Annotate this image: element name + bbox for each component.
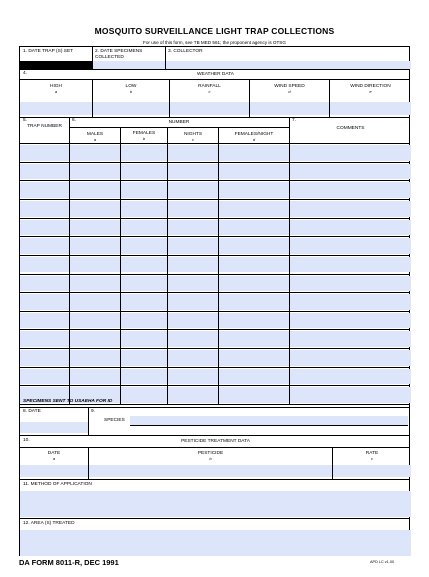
females-cell[interactable] xyxy=(121,201,167,217)
areas-treated-field[interactable] xyxy=(20,530,411,556)
species-label: SPECIES xyxy=(104,418,125,423)
females-night-cell[interactable] xyxy=(219,369,289,385)
weather-col-rainfall: RAINFALL c xyxy=(198,84,221,94)
collector-label: 3. COLLECTOR xyxy=(168,49,203,54)
females-cell[interactable] xyxy=(121,238,167,254)
row-divider xyxy=(20,348,409,349)
pesticide-name-field[interactable] xyxy=(89,465,332,477)
weather-wind-direction-field[interactable] xyxy=(330,102,411,115)
females-cell[interactable] xyxy=(121,294,167,310)
date-specimens-collected-label: 2. DATE SPECIMENS COLLECTED xyxy=(95,49,143,60)
females-night-cell[interactable] xyxy=(219,164,289,180)
row-divider xyxy=(20,311,409,312)
comments-cell[interactable] xyxy=(290,313,411,329)
females-night-cell[interactable] xyxy=(219,220,289,236)
row-divider xyxy=(20,292,409,293)
form-title: MOSQUITO SURVEILLANCE LIGHT TRAP COLLECTIONS xyxy=(94,26,335,36)
trap-block-number: 5. xyxy=(23,118,28,123)
comments-cell[interactable] xyxy=(290,201,411,217)
nights-cell[interactable] xyxy=(168,238,218,254)
pesticide-treatment-header: PESTICIDE TREATMENT DATA xyxy=(181,439,250,444)
date-sent-field[interactable] xyxy=(20,422,88,433)
males-cell[interactable] xyxy=(70,220,120,236)
trap-number-cell[interactable] xyxy=(20,145,69,161)
method-of-application-field[interactable] xyxy=(20,491,411,517)
males-cell[interactable] xyxy=(70,145,120,161)
trap-number-cell[interactable] xyxy=(20,220,69,236)
pesticide-date-field[interactable] xyxy=(20,465,88,477)
comments-cell[interactable] xyxy=(290,294,411,310)
form-number: DA FORM 8011-R, DEC 1991 xyxy=(19,558,119,567)
row-divider xyxy=(20,162,409,163)
females-night-cell[interactable] xyxy=(219,201,289,217)
females-cell[interactable] xyxy=(121,182,167,198)
females-night-cell[interactable] xyxy=(219,350,289,366)
row-divider xyxy=(20,274,409,275)
males-cell[interactable] xyxy=(70,164,120,180)
row-divider xyxy=(20,180,409,181)
date-traps-set-label: 1. DATE TRAP (S) SET xyxy=(23,49,74,54)
row-divider xyxy=(20,236,409,237)
males-cell[interactable] xyxy=(70,201,120,217)
trap-number-cell[interactable] xyxy=(20,331,69,347)
trap-number-cell[interactable] xyxy=(20,182,69,198)
females-cell[interactable] xyxy=(121,369,167,385)
pesticide-col-date: DATE a xyxy=(47,451,61,461)
nights-cell[interactable] xyxy=(168,294,218,310)
comments-cell[interactable] xyxy=(290,220,411,236)
trap-number-cell[interactable] xyxy=(20,294,69,310)
date-specimens-collected-field[interactable] xyxy=(93,61,165,69)
number-col-females: FEMALES b xyxy=(132,131,156,141)
weather-rainfall-field[interactable] xyxy=(170,102,249,115)
nights-cell[interactable] xyxy=(168,369,218,385)
method-of-application-label: 11. METHOD OF APPLICATION xyxy=(23,482,92,487)
weather-col-wind-direction: WIND DIRECTION e xyxy=(350,84,391,94)
females-cell[interactable] xyxy=(121,164,167,180)
nights-cell[interactable] xyxy=(168,145,218,161)
comments-cell[interactable] xyxy=(290,350,411,366)
specimens-sent-label: SPECIMENS SENT TO USAEHA FOR ID xyxy=(23,399,113,404)
row-divider xyxy=(20,329,409,330)
comments-cell[interactable] xyxy=(290,145,411,161)
females-night-cell[interactable] xyxy=(219,257,289,273)
row-divider xyxy=(20,199,409,200)
species-block-number: 9. xyxy=(91,409,96,414)
males-cell[interactable] xyxy=(70,331,120,347)
comments-cell[interactable] xyxy=(290,387,411,403)
females-cell[interactable] xyxy=(121,313,167,329)
comments-header: COMMENTS xyxy=(336,126,365,131)
row-divider xyxy=(20,367,409,368)
comments-cell[interactable] xyxy=(290,238,411,254)
males-cell[interactable] xyxy=(70,238,120,254)
collector-field[interactable] xyxy=(166,61,411,69)
nights-cell[interactable] xyxy=(168,313,218,329)
trap-number-cell[interactable] xyxy=(20,257,69,273)
females-night-cell[interactable] xyxy=(219,238,289,254)
date-traps-set-field[interactable] xyxy=(20,61,92,69)
females-night-cell[interactable] xyxy=(219,294,289,310)
males-cell[interactable] xyxy=(70,294,120,310)
males-cell[interactable] xyxy=(70,369,120,385)
areas-treated-label: 12. AREA (S) TREATED xyxy=(23,521,75,526)
males-cell[interactable] xyxy=(70,313,120,329)
nights-cell[interactable] xyxy=(168,350,218,366)
comments-cell[interactable] xyxy=(290,331,411,347)
males-cell[interactable] xyxy=(70,350,120,366)
nights-cell[interactable] xyxy=(168,201,218,217)
weather-col-low: LOW b xyxy=(125,84,137,94)
females-night-cell[interactable] xyxy=(219,182,289,198)
nights-cell[interactable] xyxy=(168,164,218,180)
weather-block-number: 4. xyxy=(23,71,28,76)
males-cell[interactable] xyxy=(70,257,120,273)
form-version: APD LC v1.00 xyxy=(370,560,395,564)
row-divider xyxy=(20,255,409,256)
females-night-cell[interactable] xyxy=(219,145,289,161)
pesticide-rate-field[interactable] xyxy=(333,465,411,477)
number-block-number: 6. xyxy=(72,118,77,123)
number-col-females-night: FEMALES/NIGHT d xyxy=(234,132,274,142)
comments-cell[interactable] xyxy=(290,276,411,292)
females-cell[interactable] xyxy=(121,145,167,161)
weather-high-field[interactable] xyxy=(20,102,92,115)
trap-number-cell[interactable] xyxy=(20,369,69,385)
row-divider xyxy=(20,218,409,219)
pesticide-col-pesticide: PESTICIDE b xyxy=(197,451,224,461)
trap-number-cell[interactable] xyxy=(20,313,69,329)
females-cell[interactable] xyxy=(121,257,167,273)
trap-number-cell[interactable] xyxy=(20,276,69,292)
nights-cell[interactable] xyxy=(168,257,218,273)
males-cell[interactable] xyxy=(70,276,120,292)
comments-cell[interactable] xyxy=(290,182,411,198)
trap-number-cell[interactable] xyxy=(20,164,69,180)
form-subtitle: For use of this form, see TB MED 561; the proponent agency is OTSG xyxy=(143,40,286,45)
nights-cell[interactable] xyxy=(168,276,218,292)
weather-col-high: HIGH a xyxy=(50,84,62,94)
nights-cell[interactable] xyxy=(168,331,218,347)
comments-cell[interactable] xyxy=(290,164,411,180)
females-night-cell[interactable] xyxy=(219,313,289,329)
row-divider xyxy=(20,385,409,386)
date-sent-label: 8. DATE xyxy=(23,409,41,414)
number-col-nights: NIGHTS c xyxy=(183,132,203,142)
nights-cell[interactable] xyxy=(168,220,218,236)
nights-cell[interactable] xyxy=(168,387,218,403)
pesticide-block-number: 10. xyxy=(23,438,30,443)
comments-cell[interactable] xyxy=(290,257,411,273)
number-header: NUMBER xyxy=(168,120,190,125)
trap-number-cell[interactable] xyxy=(20,350,69,366)
females-night-cell[interactable] xyxy=(219,276,289,292)
form-body xyxy=(19,46,410,556)
number-col-males: MALES a xyxy=(86,132,104,142)
females-cell[interactable] xyxy=(121,220,167,236)
weather-col-wind-speed: WIND SPEED d xyxy=(274,84,305,94)
females-night-cell[interactable] xyxy=(219,331,289,347)
trap-number-cell[interactable] xyxy=(20,238,69,254)
weather-wind-speed-field[interactable] xyxy=(250,102,329,115)
pesticide-col-rate: RATE c xyxy=(365,451,379,461)
species-field[interactable] xyxy=(130,416,408,425)
trap-number-cell[interactable] xyxy=(20,201,69,217)
females-night-cell[interactable] xyxy=(219,387,289,403)
females-cell[interactable] xyxy=(121,276,167,292)
females-cell[interactable] xyxy=(121,331,167,347)
weather-low-field[interactable] xyxy=(93,102,169,115)
comments-block-number: 7. xyxy=(292,118,297,123)
females-cell[interactable] xyxy=(121,387,167,403)
trap-number-header: TRAP NUMBER xyxy=(27,124,62,129)
males-cell[interactable] xyxy=(70,182,120,198)
comments-cell[interactable] xyxy=(290,369,411,385)
weather-data-header: WEATHER DATA xyxy=(196,72,235,77)
nights-cell[interactable] xyxy=(168,182,218,198)
females-cell[interactable] xyxy=(121,350,167,366)
